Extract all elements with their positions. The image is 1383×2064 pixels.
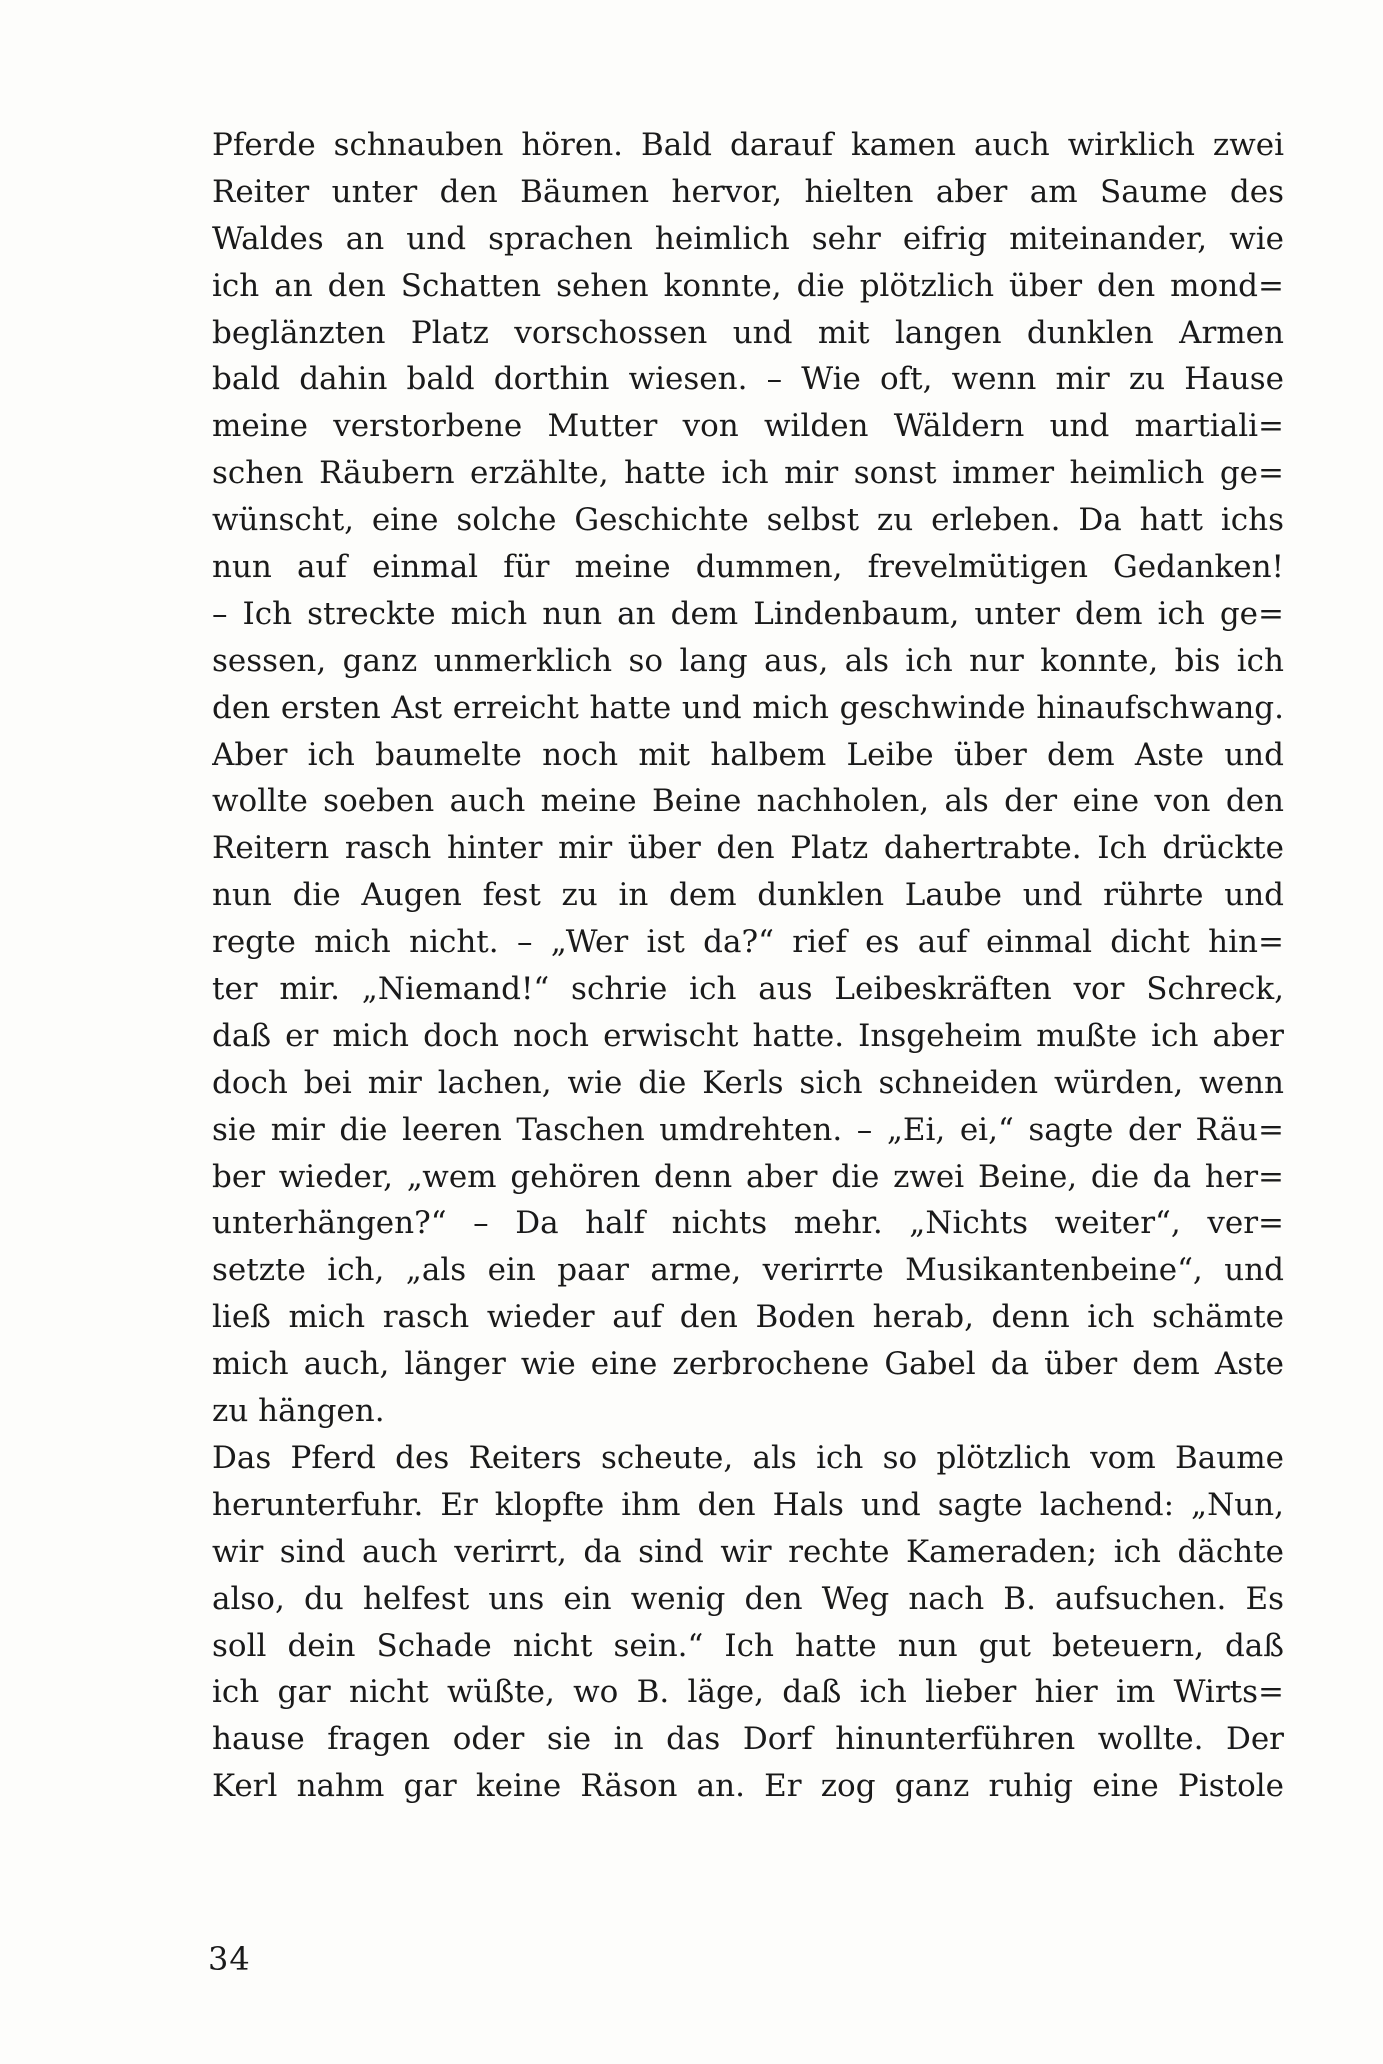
text-line-21: doch bei mir lachen, wie die Kerls sich schneiden würden, wenn xyxy=(212,1064,1284,1101)
text-line-1: Pferde schnauben hören. Bald darauf kamen auch wirklich zwei xyxy=(212,127,1284,163)
text-line-19: ter mir. „Niemand!“ schrie ich aus Leibeskräften vor Schreck, xyxy=(212,971,1284,1008)
text-line-2: Reiter unter den Bäumen hervor, hielten aber am Saume des xyxy=(212,173,1284,210)
text-line-5: beglänzten Platz vorschossen und mit langen dunklen Armen xyxy=(212,314,1284,351)
text-line-7: meine verstorbene Mutter von wilden Wäldern und martiali= xyxy=(212,408,1284,445)
text-line-12: sessen, ganz unmerklich so lang aus, als ich nur konnte, bis ich xyxy=(212,642,1284,679)
text-line-28: zu hängen. xyxy=(212,1393,385,1430)
text-line-22: sie mir die leeren Taschen umdrehten. – „Ei, ei,“ sagte der Räu= xyxy=(212,1111,1284,1148)
body-text xyxy=(212,122,1284,1810)
text-line-14: Aber ich baumelte noch mit halbem Leibe über dem Aste und xyxy=(212,736,1284,773)
text-line-26: ließ mich rasch wieder auf den Boden herab, denn ich schämte xyxy=(212,1299,1284,1336)
text-line-18: regte mich nicht. – „Wer ist da?“ rief es auf einmal dicht hin= xyxy=(212,924,1284,961)
text-line-10: nun auf einmal für meine dummen, frevelmütigen Gedanken! xyxy=(212,549,1284,586)
text-line-29: Das Pferd des Reiters scheute, als ich so plötzlich vom Baume xyxy=(212,1439,1284,1476)
text-line-33: soll dein Schade nicht sein.“ Ich hatte nun gut beteuern, daß xyxy=(212,1627,1284,1664)
page-number: 34 xyxy=(208,1940,251,1978)
text-line-20: daß er mich doch noch erwischt hatte. Insgeheim mußte ich aber xyxy=(212,1017,1284,1054)
text-line-25: setzte ich, „als ein paar arme, verirrte Musikantenbeine“, und xyxy=(212,1252,1284,1289)
text-line-6: bald dahin bald dorthin wiesen. – Wie oft, wenn mir zu Hause xyxy=(212,361,1284,398)
text-line-11: – Ich streckte mich nun an dem Lindenbaum, unter dem ich ge= xyxy=(212,595,1284,632)
text-line-35: hause fragen oder sie in das Dorf hinunterführen wollte. Der xyxy=(212,1721,1284,1758)
text-line-8: schen Räubern erzählte, hatte ich mir sonst immer heimlich ge= xyxy=(212,455,1284,492)
text-line-36: Kerl nahm gar keine Räson an. Er zog ganz ruhig eine Pistole xyxy=(212,1768,1284,1805)
text-line-17: nun die Augen fest zu in dem dunklen Laube und rührte und xyxy=(212,877,1284,914)
text-line-30: herunterfuhr. Er klopfte ihm den Hals und sagte lachend: „Nun, xyxy=(212,1486,1284,1523)
text-line-34: ich gar nicht wüßte, wo B. läge, daß ich lieber hier im Wirts= xyxy=(212,1674,1284,1711)
text-line-32: also, du helfest uns ein wenig den Weg nach B. aufsuchen. Es xyxy=(212,1580,1284,1617)
text-line-23: ber wieder, „wem gehören denn aber die zwei Beine, die da her= xyxy=(212,1158,1284,1195)
text-line-3: Waldes an und sprachen heimlich sehr eifrig miteinander, wie xyxy=(212,220,1284,257)
text-line-27: mich auch, länger wie eine zerbrochene Gabel da über dem Aste xyxy=(212,1346,1284,1383)
text-line-15: wollte soeben auch meine Beine nachholen, als der eine von den xyxy=(212,783,1284,820)
text-line-24: unterhängen?“ – Da half nichts mehr. „Nichts weiter“, ver= xyxy=(212,1205,1284,1242)
text-line-4: ich an den Schatten sehen konnte, die plötzlich über den mond= xyxy=(212,267,1284,304)
text-line-13: den ersten Ast erreicht hatte und mich geschwinde hinaufschwang. xyxy=(212,689,1284,726)
text-line-9: wünscht, eine solche Geschichte selbst zu erleben. Da hatt ichs xyxy=(212,502,1284,539)
text-line-16: Reitern rasch hinter mir über den Platz dahertrabte. Ich drückte xyxy=(212,830,1284,867)
text-line-31: wir sind auch verirrt, da sind wir rechte Kameraden; ich dächte xyxy=(212,1533,1284,1570)
